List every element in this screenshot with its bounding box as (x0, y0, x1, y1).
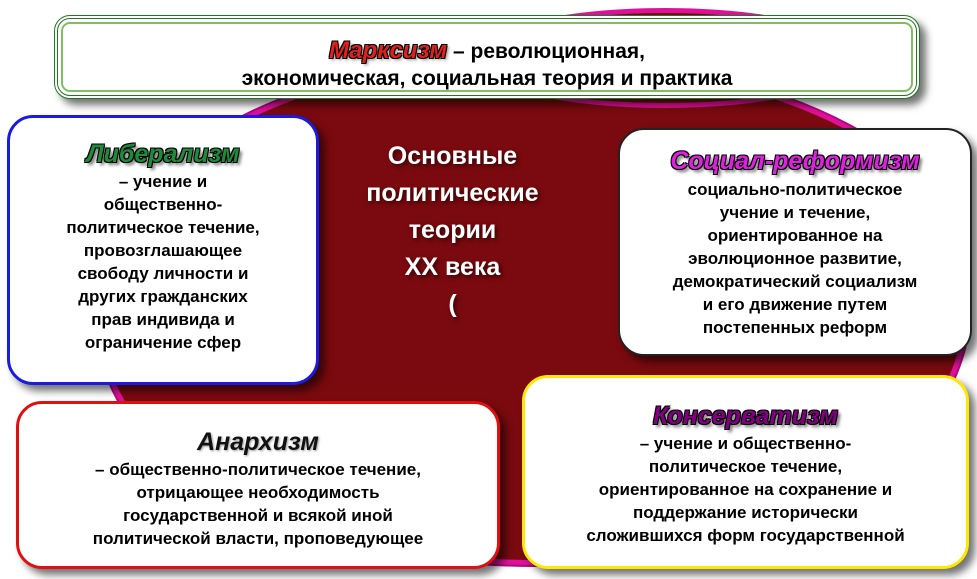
center-heading (330, 138, 575, 323)
anarchism-text (19, 458, 497, 550)
text-line: – учение и (118, 172, 208, 191)
text-line: демократический социализм (672, 272, 918, 291)
text-line: ориентированное на сохранение и (598, 480, 893, 499)
text-line: других гражданских (78, 287, 248, 306)
liberalism-title: Либерализм (86, 140, 240, 168)
text-line: политическое течение, (648, 457, 843, 476)
text-line: государственной и всякой иной (123, 506, 393, 525)
text-line: социально-политическое (687, 180, 903, 199)
text-line: – общественно-политическое течение, (95, 460, 421, 479)
text-line: поддержание исторически (633, 503, 858, 522)
text-line: прав индивида и (91, 310, 235, 329)
center-line: политические (366, 179, 539, 207)
marxism-line-1 (58, 37, 916, 65)
social-reformism-text (620, 178, 970, 339)
center-line: ( (448, 290, 457, 318)
social-reformism-box (618, 128, 972, 356)
text-line: постепенных реформ (702, 318, 888, 337)
center-line: теории (408, 216, 497, 244)
center-line: XX века (404, 253, 501, 281)
social-reformism-title: Социал-реформизм (670, 147, 920, 175)
liberalism-box (7, 115, 319, 385)
text-line: сложившихся форм государственной (586, 526, 905, 545)
liberalism-text (10, 170, 316, 354)
marxism-title: Марксизм (328, 37, 448, 64)
center-line: Основные (387, 142, 518, 170)
text-line: политической власти, проповедующее (92, 529, 424, 548)
text-line: эволюционное развитие, (688, 249, 902, 268)
text-line: – учение и общественно- (639, 434, 852, 453)
text-line: общественно- (103, 195, 223, 214)
text-line: политическое течение, (66, 218, 260, 237)
text-line: учение и течение, (719, 203, 871, 222)
anarchism-title: Анархизм (197, 428, 319, 456)
conservatism-text (525, 432, 966, 547)
conservatism-title: Консерватизм (653, 402, 838, 430)
anarchism-box (16, 401, 500, 569)
text-line: ориентированное на (707, 226, 883, 245)
text-line: отрицающее необходимость (136, 483, 380, 502)
text-line: свободу личности и (77, 264, 249, 283)
marxism-box (54, 15, 920, 99)
text-line: и его движение путем (702, 295, 888, 314)
conservatism-box (522, 375, 969, 569)
text-line: ограничение сфер (84, 333, 242, 352)
marxism-line-2: экономическая, социальная теория и практика (241, 67, 733, 90)
text-line: провозглашающее (83, 241, 243, 260)
marxism-line1-rest: – революционная, (447, 40, 645, 63)
